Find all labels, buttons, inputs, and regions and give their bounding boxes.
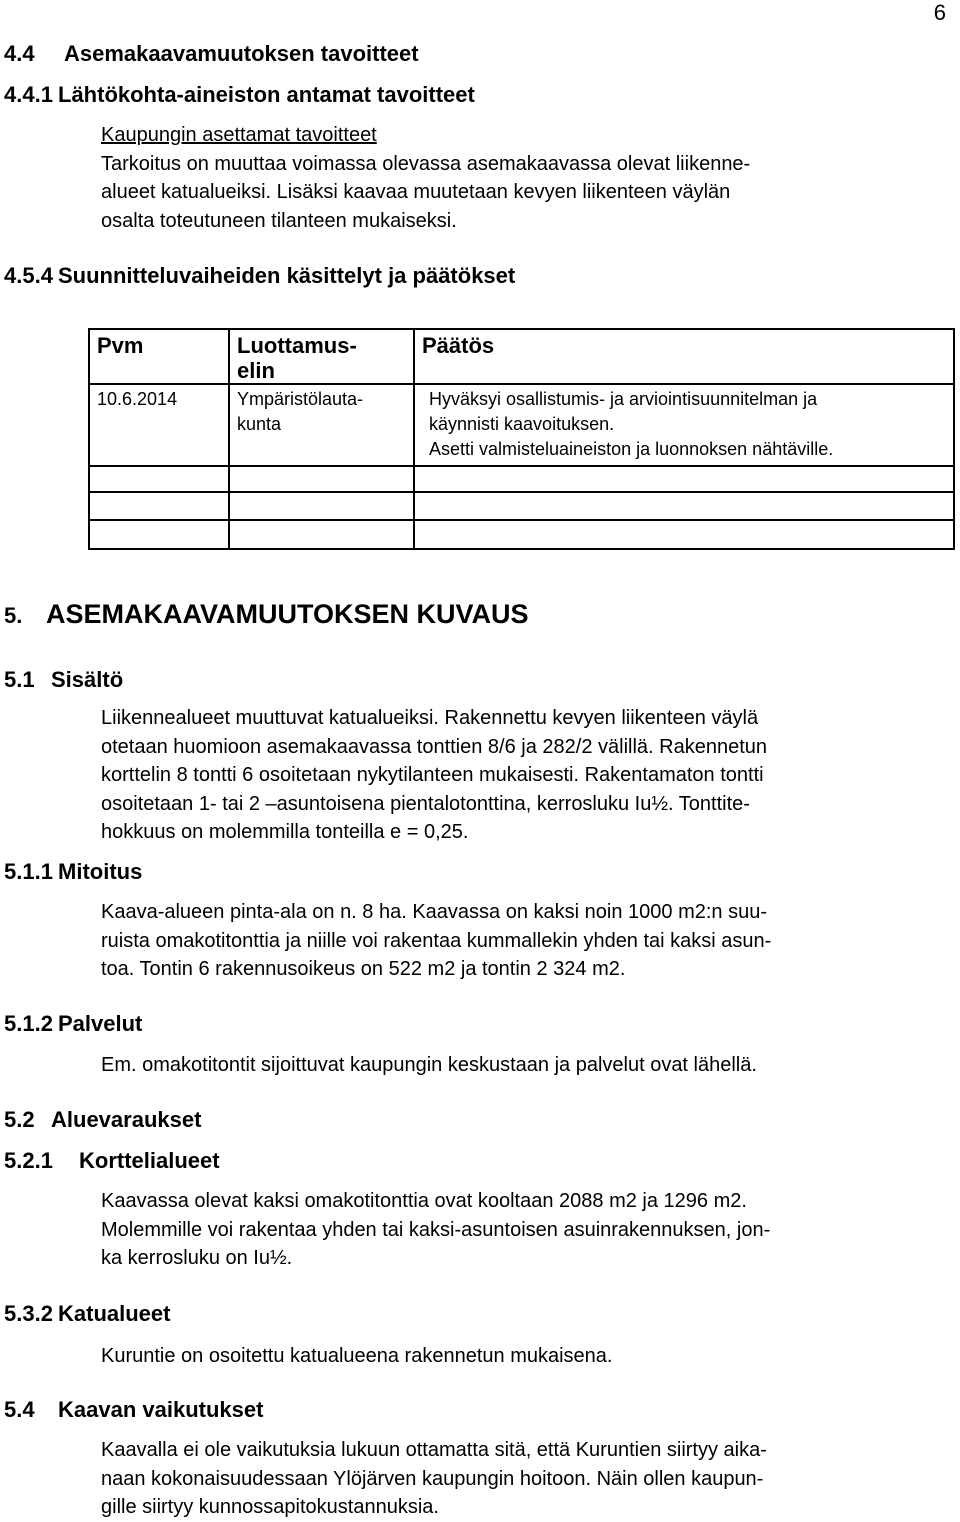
table-row-empty: [89, 520, 954, 549]
table-header-row: [89, 329, 954, 384]
heading-5-1-2: [4, 1011, 142, 1037]
heading-number: 5.2.1: [4, 1148, 53, 1173]
paragraph-line: alueet katualueiksi. Lisäksi kaavaa muutetaan kevyen liikenteen väylän: [101, 181, 731, 203]
heading-title: Asemakaavamuutoksen tavoitteet: [64, 41, 419, 66]
heading-title: Korttelialueet: [79, 1148, 220, 1173]
paragraph-line: gille siirtyy kunnossapitokustannuksia.: [101, 1496, 439, 1518]
heading-title: ASEMAKAAVAMUUTOKSEN KUVAUS: [46, 599, 529, 629]
paragraph-5-3-2: [101, 1342, 612, 1371]
heading-5-3-2: [4, 1301, 170, 1327]
heading-number: 5.3.2: [4, 1301, 53, 1326]
cell-decision-line: Asetti valmisteluaineiston ja luonnoksen nähtäville.: [429, 439, 834, 459]
paragraph-5-1: [101, 704, 767, 847]
paragraph-line: toa. Tontin 6 rakennusoikeus on 522 m2 ja tontin 2 324 m2.: [101, 958, 626, 980]
heading-number: 4.4: [4, 41, 35, 66]
paragraph-line: naan kokonaisuudessaan Ylöjärven kaupungin hoitoon. Näin ollen kaupun-: [101, 1467, 764, 1490]
heading-number: 4.4.1: [4, 82, 53, 107]
heading-title: Lähtökohta-aineiston antamat tavoitteet: [58, 82, 475, 107]
paragraph-line: Kaavalla ei ole vaikutuksia lukuun ottamatta sitä, että Kuruntien siirtyy aika-: [101, 1439, 767, 1461]
city-goals-heading: Kaupungin asettamat tavoitteet: [101, 124, 377, 146]
heading-number: 5.4: [4, 1397, 35, 1422]
heading-title: Katualueet: [58, 1301, 171, 1326]
heading-number: 5.1.1: [4, 859, 53, 884]
cell-body: [229, 384, 414, 466]
cell-decision-line: Hyväksyi osallistumis- ja arviointisuunnitelman ja: [429, 389, 818, 409]
heading-number: 5.1.2: [4, 1011, 53, 1036]
cell-body-line: Ympäristölauta-: [237, 389, 364, 409]
heading-title: Kaavan vaikutukset: [58, 1397, 264, 1422]
paragraph-line: Tarkoitus on muuttaa voimassa olevassa asemakaavassa olevat liikenne-: [101, 152, 751, 175]
decisions-table: [88, 328, 955, 550]
heading-number: 5.1: [4, 667, 35, 692]
paragraph-line: osoitetaan 1- tai 2 –asuntoisena pientalotonttina, kerrosluku Iu½. Tonttite-: [101, 792, 750, 815]
paragraph-line: hokkuus on molemmilla tonteilla e = 0,25.: [101, 821, 469, 843]
paragraph-line: Liikennealueet muuttuvat katualueiksi. Rakennettu kevyen liikenteen väylä: [101, 707, 759, 729]
heading-title: Suunnitteluvaiheiden käsittelyt ja päätökset: [58, 263, 516, 288]
paragraph-5-4: [101, 1436, 767, 1522]
header-cell-date: Pvm: [89, 329, 229, 384]
heading-5: [4, 599, 529, 630]
cell-decision-line: käynnisti kaavoituksen.: [429, 414, 615, 434]
cell-body-line: kunta: [237, 414, 282, 434]
paragraph-5-2-1: [101, 1187, 770, 1273]
heading-number: 4.5.4: [4, 263, 53, 288]
header-cell-body: [229, 329, 414, 384]
heading-4-4: [4, 41, 419, 67]
heading-5-1-1: [4, 859, 142, 885]
table-row-empty: [89, 466, 954, 492]
paragraph-line: osalta toteutuneen tilanteen mukaiseksi.: [101, 209, 457, 232]
cell-decision: [414, 384, 954, 466]
paragraph-line: otetaan huomioon asemakaavassa tonttien 8/6 ja 282/2 välillä. Rakennetun: [101, 735, 768, 758]
paragraph-line: Molemmille voi rakentaa yhden tai kaksi-asuntoisen asuinrakennuksen, jon-: [101, 1218, 771, 1241]
table-row: [89, 384, 954, 466]
heading-5-4: [4, 1397, 263, 1423]
city-goals-block: [101, 121, 750, 235]
paragraph-line: Kuruntie on osoitettu katualueena rakennetun mukaisena.: [101, 1345, 613, 1367]
cell-date: 10.6.2014: [89, 384, 229, 466]
heading-number: 5.: [4, 603, 23, 628]
header-body-line: Luottamus-: [237, 333, 357, 358]
header-cell-decision: Päätös: [414, 329, 954, 384]
heading-title: Aluevaraukset: [51, 1107, 202, 1132]
header-body-line: elin: [237, 358, 275, 383]
paragraph-line: ruista omakotitonttia ja niille voi rakentaa kummallekin yhden tai kaksi asun-: [101, 929, 772, 952]
page-number: 6: [933, 0, 946, 25]
table-row-empty: [89, 492, 954, 520]
paragraph-5-1-1: [101, 898, 771, 984]
heading-title: Palvelut: [58, 1011, 143, 1036]
paragraph-line: Em. omakotitontit sijoittuvat kaupungin keskustaan ja palvelut ovat lähellä.: [101, 1054, 757, 1076]
heading-4-4-1: [4, 82, 475, 108]
heading-5-2: [4, 1107, 201, 1133]
heading-title: Sisältö: [51, 667, 124, 692]
heading-title: Mitoitus: [58, 859, 143, 884]
heading-5-1: [4, 667, 123, 693]
heading-4-5-4: [4, 263, 515, 289]
paragraph-line: ka kerrosluku on Iu½.: [101, 1247, 293, 1269]
heading-number: 5.2: [4, 1107, 35, 1132]
paragraph-line: Kaavassa olevat kaksi omakotitonttia ovat kooltaan 2088 m2 ja 1296 m2.: [101, 1190, 747, 1212]
heading-5-2-1: [4, 1148, 220, 1174]
paragraph-5-1-2: [101, 1051, 757, 1080]
paragraph-line: Kaava-alueen pinta-ala on n. 8 ha. Kaavassa on kaksi noin 1000 m2:n suu-: [101, 901, 767, 923]
paragraph-line: korttelin 8 tontti 6 osoitetaan nykytilanteen mukaisesti. Rakentamaton tontti: [101, 764, 764, 786]
